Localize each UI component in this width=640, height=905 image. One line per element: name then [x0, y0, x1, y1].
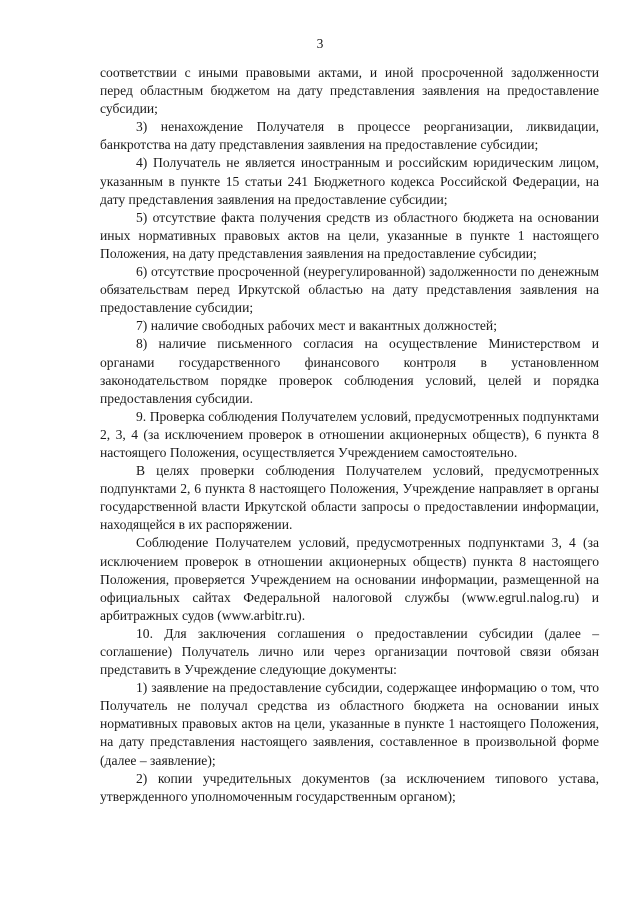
paragraph-item-3: 3) ненахождение Получателя в процессе реорганизации, ликвидации, банкротства на дату представления заявления на предоставление субсидии;	[100, 119, 599, 153]
paragraph-item-4: 4) Получатель не является иностранным и российским юридическим лицом, указанным в пункте 15 статьи 241 Бюджетного кодекса Российской Федерации, на дату представления заявления на предоставление субсидии;	[100, 155, 599, 207]
paragraph-clause-9: 9. Проверка соблюдения Получателем условий, предусмотренных подпунктами 2, 3, 4 (за исключением проверок в отношении акционерных обществ), 6 пункта 8 настоящего Положения, осуществляется Учреждением самостоятельно.	[100, 408, 599, 460]
paragraph-item-5: 5) отсутствие факта получения средств из областного бюджета на основании иных нормативных правовых актов на цели, указанные в пункте 1 настоящего Положения, на дату представления заявления на предоставление субсидии;	[100, 209, 599, 261]
paragraph-item-6: 6) отсутствие просроченной (неурегулированной) задолженности по денежным обязательствам перед Иркутской областью на дату представления заявления на предоставление субсидии;	[100, 264, 599, 316]
paragraph-clause-9-verification: В целях проверки соблюдения Получателем условий, предусмотренных подпунктами 2, 6 пункта 8 настоящего Положения, Учреждение направляет в органы государственной власти Иркутской области запросы о предоставлении информации, находящейся в их распоряжении.	[100, 463, 599, 533]
paragraph-clause-9-compliance: Соблюдение Получателем условий, предусмотренных подпунктами 3, 4 (за исключением проверок в отношении акционерных обществ) пункта 8 настоящего Положения, проверяется Учреждением на основании информации, размещенной на официальных сайтах Федеральной налоговой службы (www.egrul.nalog.ru) и арбитражных судов (www.arbitr.ru).	[100, 535, 599, 623]
paragraph-continuation: соответствии с иными правовыми актами, и иной просроченной задолженности перед областным бюджетом на дату представления заявления на предоставление субсидии;	[100, 65, 599, 117]
paragraph-item-8: 8) наличие письменного согласия на осуществление Министерством и органами государственного финансового контроля в установленном законодательством порядке проверок соблюдения условий, целей и порядка предоставления субсидии.	[100, 336, 599, 406]
paragraph-doc-item-2: 2) копии учредительных документов (за исключением типового устава, утвержденного уполномоченным государственным органом);	[100, 770, 599, 804]
paragraph-doc-item-1: 1) заявление на предоставление субсидии, содержащее информацию о том, что Получатель не получал средства из областного бюджета на основании иных нормативных правовых актов на цели, указанные в пункте 1 настоящего Положения, на дату представления настоящего заявления, составленное в произвольной форме (далее – заявление);	[100, 680, 599, 768]
paragraph-clause-10: 10. Для заключения соглашения о предоставлении субсидии (далее – соглашение) Получатель лично или через организации почтовой связи обязан представить в Учреждение следующие документы:	[100, 625, 599, 678]
document-body	[100, 64, 599, 806]
paragraph-item-7: 7) наличие свободных рабочих мест и вакантных должностей;	[136, 318, 497, 334]
page-number: 3	[316, 36, 324, 51]
